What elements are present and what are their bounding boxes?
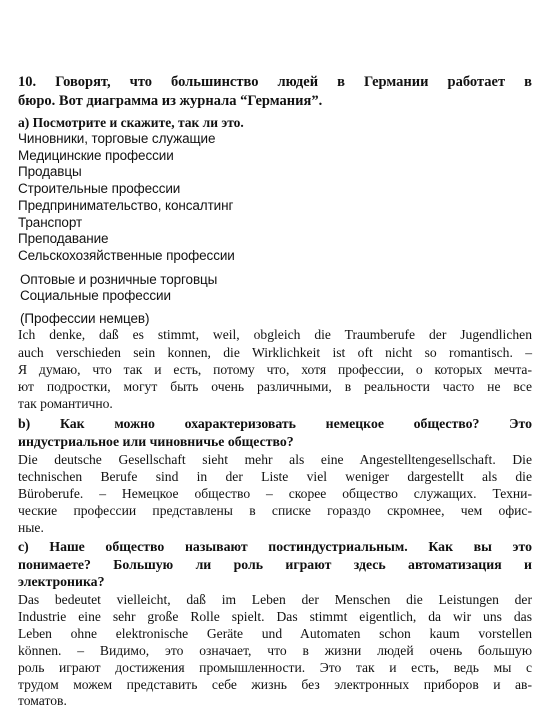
section-b-answer-line: technischen Berufe sind in der Liste viel weniger dargestellt als die xyxy=(18,469,532,484)
section-c-question-line: c) Наше общество называют постиндустриальным. Как вы это xyxy=(18,539,532,554)
section-c-answer-line: Industrie eine sehr große Rolle spielt. Das stimmt eigentlich, da wir uns das xyxy=(18,609,532,624)
profession-item: Строительные профессии xyxy=(18,181,181,196)
section-c-answer-line: können. – Видимо, это означает, что в жизни людей очень большую xyxy=(18,643,532,658)
section-b-answer-line: ные. xyxy=(18,520,44,535)
section-b-question-line: b) Как можно охарактеризовать немецкое общество? Это xyxy=(18,416,532,431)
section-b-answer-line: ческие профессии представлены в списке гораздо скромнее, чем офис- xyxy=(18,503,532,518)
section-c-answer-line: Leben ohne elektronische Geräte und Automaten schon kaum vorstellen xyxy=(18,626,532,641)
section-b-answer-line: Die deutsche Gesellschaft sieht mehr als eine Angestelltengesellschaft. Die xyxy=(18,452,532,467)
section-a-title: a) Посмотрите и скажите, так ли это. xyxy=(18,115,244,130)
profession-item: Транспорт xyxy=(18,215,83,230)
profession-item: Медицинские профессии xyxy=(18,148,174,163)
section-a-answer-line: auch verschieden sein konnen, die Wirklichkeit ist oft nicht so romantisch. – xyxy=(18,345,532,360)
profession-item: Социальные профессии xyxy=(20,288,171,303)
section-a-answer-line: так романтично. xyxy=(18,396,113,411)
profession-item: Чиновники, торговые служащие xyxy=(18,131,216,146)
section-c-answer-line: трудом можем представить себе жизнь без электронных приборов и ав- xyxy=(18,677,532,692)
profession-item: Продавцы xyxy=(18,164,82,179)
exercise-heading-line-1: 10. Говорят, что большинство людей в Германии работает в xyxy=(18,74,532,90)
section-c-answer-line: Das bedeutet vielleicht, daß im Leben der Menschen die Leistungen der xyxy=(18,592,532,607)
section-c-question-line: электроника? xyxy=(18,574,105,589)
profession-item: Оптовые и розничные торговцы xyxy=(20,272,218,287)
section-c-question-line: понимаете? Большую ли роль играют здесь автоматизация и xyxy=(18,557,532,572)
diagram-caption: (Профессии немцев) xyxy=(20,311,150,326)
profession-item: Сельскохозяйственные профессии xyxy=(18,248,235,263)
section-a-answer-line: ют подростки, могут быть очень различными, в реальности часто не все xyxy=(18,379,532,394)
profession-item: Предпринимательство, консалтинг xyxy=(18,198,234,213)
section-b-question-line: индустриальное или чиновничье общество? xyxy=(18,434,294,449)
section-c-answer-line: роль играют достижения промышленности. Это так и есть, ведь мы с xyxy=(18,660,532,675)
section-c-answer-line: томатов. xyxy=(18,693,67,708)
profession-item: Преподавание xyxy=(18,231,109,246)
section-a-answer-line: Ich denke, daß es stimmt, weil, obgleich die Traumberufe der Jugendlichen xyxy=(18,327,532,342)
exercise-heading-line-2: бюро. Вот диаграмма из журнала “Германия”. xyxy=(18,93,323,109)
section-b-answer-line: Büroberufe. – Немецкое общество – скорее общество служащих. Техни- xyxy=(18,486,532,501)
section-a-answer-line: Я думаю, что так и есть, потому что, хотя профессии, о которых мечта- xyxy=(18,362,532,377)
